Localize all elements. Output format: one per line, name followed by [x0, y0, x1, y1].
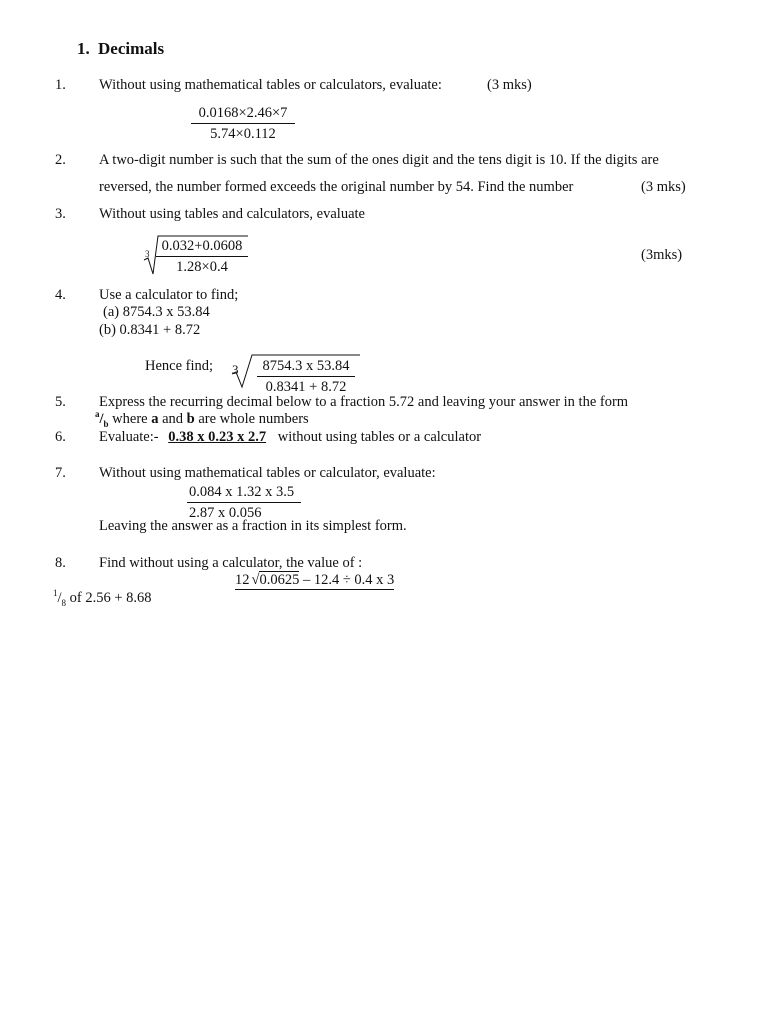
question-7-text: Without using mathematical tables or calculator, evaluate:	[99, 465, 436, 481]
question-1-marks: (3 mks)	[487, 77, 532, 93]
question-1-fraction	[191, 104, 295, 143]
question-8-expression	[235, 572, 394, 590]
question-8-number: 8.	[55, 555, 66, 571]
section-heading	[77, 40, 164, 57]
evaluate-label: Evaluate:-	[99, 429, 159, 445]
fraction-numerator: 1	[53, 588, 58, 599]
fraction-denominator: 8	[61, 597, 67, 608]
fraction-denominator: 5.74×0.112	[210, 126, 276, 142]
question-6-line	[99, 429, 481, 446]
tail-text: of 2.56 + 8.68	[66, 590, 152, 606]
fraction-a: a	[95, 409, 100, 420]
question-6-number: 6.	[55, 429, 66, 445]
var-a: a	[151, 411, 159, 427]
question-2-line-1: A two-digit number is such that the sum of the ones digit and the tens digit is 10. If the digits are	[99, 152, 659, 168]
fraction-numerator: 0.0168×2.46×7	[191, 104, 295, 124]
question-8-line-2: $^1/_8$ of 2.56 + 8.68	[53, 588, 152, 608]
question-5-line-2	[95, 411, 309, 428]
fraction-denominator: 2.87 x 0.056	[189, 505, 262, 521]
question-6-expression: 0.38 x 0.23 x 2.7	[168, 429, 267, 445]
question-1-text: Without using mathematical tables or calculators, evaluate:	[99, 77, 442, 93]
question-4-part-b: (b) 0.8341 + 8.72	[99, 322, 201, 338]
and-text: and	[158, 411, 187, 427]
sqrt-symbol: √	[251, 572, 260, 588]
rest-text: are whole numbers	[194, 411, 309, 427]
fraction-numerator: 8754.3 x 53.84	[257, 357, 355, 377]
question-7-after: Leaving the answer as a fraction in its simplest form.	[99, 518, 407, 534]
coefficient: 12	[235, 572, 250, 588]
fraction-denominator: 1.28×0.4	[176, 259, 228, 275]
fraction-numerator: 0.084 x 1.32 x 3.5	[187, 483, 301, 503]
question-2-line-2: reversed, the number formed exceeds the original number by 54. Find the number	[99, 179, 574, 195]
where-text: where	[108, 411, 152, 427]
fraction-numerator: 0.032+0.0608	[156, 237, 248, 257]
fraction-b: b	[103, 418, 109, 429]
expression-rest: – 12.4 ÷ 0.4 x 3	[299, 572, 395, 588]
question-4-hence: Hence find;	[145, 358, 214, 374]
question-5-number: 5.	[55, 394, 66, 410]
question-8-text: Find without using a calculator, the value of :	[99, 555, 363, 571]
section-title: Decimals	[98, 39, 165, 58]
question-2-marks: (3 mks)	[641, 179, 686, 195]
question-3-fraction	[156, 237, 248, 276]
question-2-number: 2.	[55, 152, 66, 168]
fraction-denominator: 0.8341 + 8.72	[265, 379, 347, 395]
question-5-line-1: Express the recurring decimal below to a fraction 5.72 and leaving your answer in the form	[99, 394, 629, 410]
question-4-part-a: (a) 8754.3 x 53.84	[103, 304, 210, 320]
radicand: 0.0625	[259, 572, 300, 588]
question-6-rest: without using tables or a calculator	[277, 429, 482, 445]
question-4-fraction	[257, 357, 355, 396]
question-7-fraction	[187, 483, 301, 522]
fraction-slash: /	[99, 411, 104, 427]
question-3-number: 3.	[55, 206, 66, 222]
question-3-text: Without using tables and calculators, evaluate	[99, 206, 365, 222]
question-3-root-index: 3	[145, 249, 150, 259]
question-1-number: 1.	[55, 77, 66, 93]
var-b: b	[186, 411, 195, 427]
question-4-text: Use a calculator to find;	[99, 287, 239, 303]
question-7-number: 7.	[55, 465, 66, 481]
question-4-root-index: 3	[232, 362, 239, 377]
section-number: 1.	[77, 39, 90, 58]
question-4-number: 4.	[55, 287, 66, 303]
question-3-marks: (3mks)	[641, 247, 683, 263]
